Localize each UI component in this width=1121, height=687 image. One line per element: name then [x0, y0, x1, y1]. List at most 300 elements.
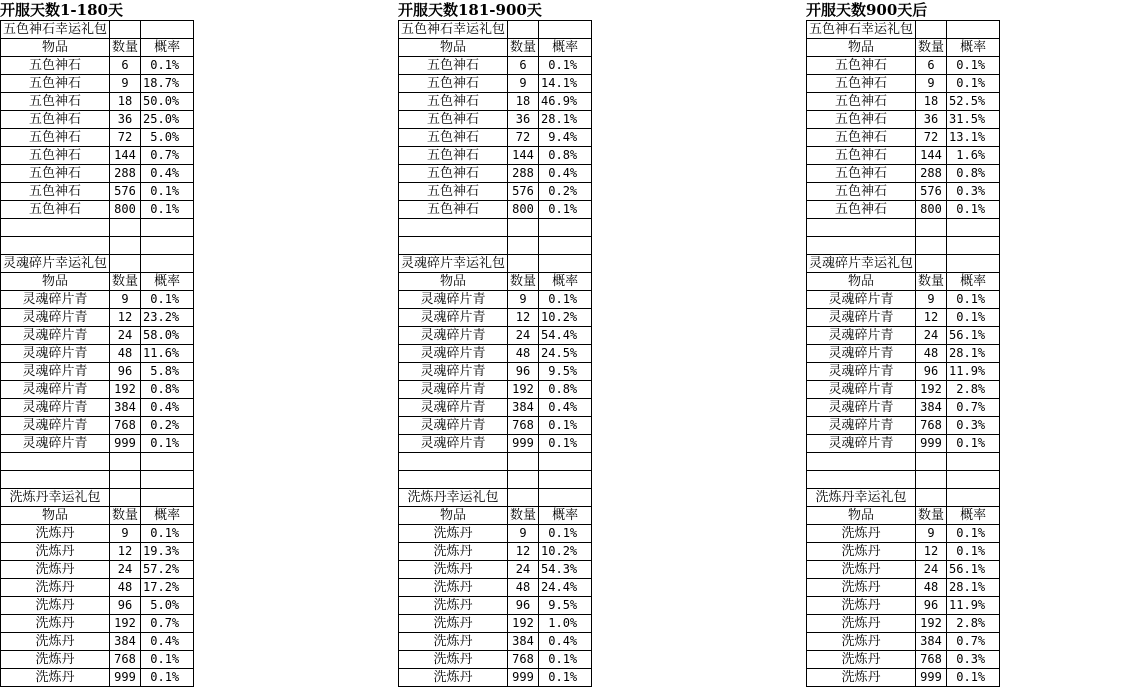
qty-cell[interactable]: 800 [110, 201, 141, 219]
item-cell[interactable]: 五色神石 [399, 183, 508, 201]
qty-cell[interactable]: 288 [916, 165, 947, 183]
prob-cell[interactable]: 0.7% [947, 633, 1000, 651]
item-cell[interactable]: 五色神石 [807, 147, 916, 165]
prob-cell[interactable]: 11.6% [141, 345, 194, 363]
cell[interactable] [1, 237, 110, 255]
gift-pack-name[interactable]: 灵魂碎片幸运礼包 [399, 255, 508, 273]
cell[interactable] [110, 489, 141, 507]
qty-cell[interactable]: 24 [508, 327, 539, 345]
qty-cell[interactable]: 24 [508, 561, 539, 579]
cell[interactable] [916, 237, 947, 255]
cell[interactable] [916, 471, 947, 489]
qty-cell[interactable]: 18 [110, 93, 141, 111]
prob-cell[interactable]: 0.8% [141, 381, 194, 399]
qty-cell[interactable]: 576 [110, 183, 141, 201]
prob-cell[interactable]: 2.8% [947, 615, 1000, 633]
cell[interactable] [141, 471, 194, 489]
qty-cell[interactable]: 9 [110, 525, 141, 543]
prob-cell[interactable]: 0.1% [947, 201, 1000, 219]
item-cell[interactable]: 灵魂碎片青 [1, 309, 110, 327]
qty-cell[interactable]: 144 [508, 147, 539, 165]
qty-cell[interactable]: 24 [110, 561, 141, 579]
prob-cell[interactable]: 0.7% [141, 147, 194, 165]
qty-cell[interactable]: 48 [508, 345, 539, 363]
qty-cell[interactable]: 96 [508, 597, 539, 615]
prob-cell[interactable]: 5.0% [141, 597, 194, 615]
qty-cell[interactable]: 144 [110, 147, 141, 165]
item-cell[interactable]: 五色神石 [1, 147, 110, 165]
item-cell[interactable]: 洗炼丹 [399, 525, 508, 543]
column-header-qty[interactable]: 数量 [508, 273, 539, 291]
cell[interactable] [110, 237, 141, 255]
column-header-item[interactable]: 物品 [1, 273, 110, 291]
item-cell[interactable]: 五色神石 [1, 75, 110, 93]
column-header-prob[interactable]: 概率 [947, 39, 1000, 57]
prob-cell[interactable]: 24.5% [539, 345, 592, 363]
item-cell[interactable]: 灵魂碎片青 [1, 363, 110, 381]
cell[interactable] [916, 219, 947, 237]
prob-cell[interactable]: 50.0% [141, 93, 194, 111]
item-cell[interactable]: 五色神石 [807, 75, 916, 93]
cell[interactable] [947, 453, 1000, 471]
column-header-prob[interactable]: 概率 [141, 273, 194, 291]
item-cell[interactable]: 洗炼丹 [807, 561, 916, 579]
item-cell[interactable]: 洗炼丹 [399, 633, 508, 651]
item-cell[interactable]: 灵魂碎片青 [399, 381, 508, 399]
item-cell[interactable]: 洗炼丹 [399, 597, 508, 615]
gift-pack-name[interactable]: 洗炼丹幸运礼包 [399, 489, 508, 507]
qty-cell[interactable]: 576 [916, 183, 947, 201]
qty-cell[interactable]: 48 [110, 345, 141, 363]
prob-cell[interactable]: 9.4% [539, 129, 592, 147]
cell[interactable] [508, 21, 539, 39]
item-cell[interactable]: 五色神石 [807, 165, 916, 183]
cell[interactable] [508, 219, 539, 237]
qty-cell[interactable]: 36 [110, 111, 141, 129]
item-cell[interactable]: 五色神石 [399, 201, 508, 219]
qty-cell[interactable]: 96 [916, 597, 947, 615]
cell[interactable] [399, 237, 508, 255]
prob-cell[interactable]: 57.2% [141, 561, 194, 579]
qty-cell[interactable]: 192 [508, 381, 539, 399]
item-cell[interactable]: 洗炼丹 [807, 669, 916, 687]
prob-cell[interactable]: 19.3% [141, 543, 194, 561]
prob-cell[interactable]: 0.3% [947, 417, 1000, 435]
item-cell[interactable]: 洗炼丹 [399, 543, 508, 561]
qty-cell[interactable]: 24 [110, 327, 141, 345]
prob-cell[interactable]: 0.1% [539, 201, 592, 219]
qty-cell[interactable]: 800 [508, 201, 539, 219]
qty-cell[interactable]: 6 [110, 57, 141, 75]
prob-cell[interactable]: 1.6% [947, 147, 1000, 165]
qty-cell[interactable]: 768 [508, 651, 539, 669]
prob-cell[interactable]: 0.1% [141, 525, 194, 543]
qty-cell[interactable]: 18 [508, 93, 539, 111]
item-cell[interactable]: 洗炼丹 [399, 651, 508, 669]
qty-cell[interactable]: 48 [916, 579, 947, 597]
prob-cell[interactable]: 0.1% [539, 651, 592, 669]
cell[interactable] [141, 489, 194, 507]
prob-cell[interactable]: 0.1% [141, 57, 194, 75]
prob-cell[interactable]: 0.4% [539, 165, 592, 183]
item-cell[interactable]: 灵魂碎片青 [399, 345, 508, 363]
prob-cell[interactable]: 54.3% [539, 561, 592, 579]
prob-cell[interactable]: 0.1% [141, 669, 194, 687]
qty-cell[interactable]: 576 [508, 183, 539, 201]
item-cell[interactable]: 洗炼丹 [1, 615, 110, 633]
item-cell[interactable]: 五色神石 [1, 111, 110, 129]
qty-cell[interactable]: 999 [916, 669, 947, 687]
cell[interactable] [1, 453, 110, 471]
item-cell[interactable]: 五色神石 [807, 183, 916, 201]
prob-cell[interactable]: 28.1% [539, 111, 592, 129]
column-header-prob[interactable]: 概率 [539, 507, 592, 525]
qty-cell[interactable]: 768 [110, 651, 141, 669]
prob-cell[interactable]: 10.2% [539, 309, 592, 327]
cell[interactable] [141, 21, 194, 39]
prob-cell[interactable]: 31.5% [947, 111, 1000, 129]
qty-cell[interactable]: 999 [508, 669, 539, 687]
qty-cell[interactable]: 48 [916, 345, 947, 363]
item-cell[interactable]: 洗炼丹 [807, 615, 916, 633]
column-header-prob[interactable]: 概率 [539, 39, 592, 57]
qty-cell[interactable]: 384 [508, 399, 539, 417]
item-cell[interactable]: 灵魂碎片青 [807, 309, 916, 327]
qty-cell[interactable]: 144 [916, 147, 947, 165]
prob-cell[interactable]: 28.1% [947, 345, 1000, 363]
column-header-qty[interactable]: 数量 [916, 39, 947, 57]
item-cell[interactable]: 灵魂碎片青 [807, 435, 916, 453]
qty-cell[interactable]: 288 [110, 165, 141, 183]
qty-cell[interactable]: 96 [508, 363, 539, 381]
cell[interactable] [539, 219, 592, 237]
cell[interactable] [539, 255, 592, 273]
prob-cell[interactable]: 0.1% [539, 525, 592, 543]
prob-cell[interactable]: 0.3% [947, 183, 1000, 201]
item-cell[interactable]: 洗炼丹 [1, 651, 110, 669]
gift-pack-name[interactable]: 洗炼丹幸运礼包 [1, 489, 110, 507]
cell[interactable] [916, 21, 947, 39]
qty-cell[interactable]: 192 [508, 615, 539, 633]
item-cell[interactable]: 五色神石 [399, 75, 508, 93]
column-header-item[interactable]: 物品 [399, 39, 508, 57]
prob-cell[interactable]: 0.8% [539, 381, 592, 399]
cell[interactable] [399, 219, 508, 237]
cell[interactable] [399, 453, 508, 471]
cell[interactable] [110, 471, 141, 489]
cell[interactable] [807, 471, 916, 489]
item-cell[interactable]: 灵魂碎片青 [807, 327, 916, 345]
column-header-qty[interactable]: 数量 [508, 507, 539, 525]
qty-cell[interactable]: 768 [508, 417, 539, 435]
prob-cell[interactable]: 56.1% [947, 561, 1000, 579]
item-cell[interactable]: 洗炼丹 [1, 597, 110, 615]
column-header-qty[interactable]: 数量 [110, 273, 141, 291]
item-cell[interactable]: 五色神石 [1, 93, 110, 111]
cell[interactable] [1, 219, 110, 237]
cell[interactable] [916, 255, 947, 273]
item-cell[interactable]: 五色神石 [399, 147, 508, 165]
cell[interactable] [947, 471, 1000, 489]
item-cell[interactable]: 五色神石 [1, 183, 110, 201]
prob-cell[interactable]: 0.1% [141, 291, 194, 309]
item-cell[interactable]: 灵魂碎片青 [807, 345, 916, 363]
item-cell[interactable]: 灵魂碎片青 [399, 363, 508, 381]
item-cell[interactable]: 洗炼丹 [1, 669, 110, 687]
cell[interactable] [399, 471, 508, 489]
prob-cell[interactable]: 23.2% [141, 309, 194, 327]
prob-cell[interactable]: 0.1% [947, 435, 1000, 453]
prob-cell[interactable]: 56.1% [947, 327, 1000, 345]
column-header-qty[interactable]: 数量 [110, 507, 141, 525]
cell[interactable] [947, 255, 1000, 273]
cell[interactable] [141, 219, 194, 237]
item-cell[interactable]: 洗炼丹 [807, 633, 916, 651]
gift-pack-name[interactable]: 灵魂碎片幸运礼包 [807, 255, 916, 273]
qty-cell[interactable]: 768 [916, 417, 947, 435]
prob-cell[interactable]: 17.2% [141, 579, 194, 597]
cell[interactable] [539, 237, 592, 255]
qty-cell[interactable]: 192 [916, 615, 947, 633]
cell[interactable] [947, 237, 1000, 255]
gift-pack-name[interactable]: 五色神石幸运礼包 [1, 21, 110, 39]
cell[interactable] [916, 489, 947, 507]
prob-cell[interactable]: 0.1% [947, 543, 1000, 561]
item-cell[interactable]: 五色神石 [1, 165, 110, 183]
qty-cell[interactable]: 384 [916, 633, 947, 651]
cell[interactable] [947, 489, 1000, 507]
qty-cell[interactable]: 999 [508, 435, 539, 453]
qty-cell[interactable]: 999 [916, 435, 947, 453]
item-cell[interactable]: 五色神石 [1, 201, 110, 219]
item-cell[interactable]: 灵魂碎片青 [399, 417, 508, 435]
column-header-prob[interactable]: 概率 [947, 273, 1000, 291]
prob-cell[interactable]: 0.4% [539, 399, 592, 417]
item-cell[interactable]: 洗炼丹 [1, 579, 110, 597]
cell[interactable] [141, 255, 194, 273]
qty-cell[interactable]: 96 [110, 597, 141, 615]
qty-cell[interactable]: 9 [916, 525, 947, 543]
qty-cell[interactable]: 192 [110, 615, 141, 633]
prob-cell[interactable]: 28.1% [947, 579, 1000, 597]
item-cell[interactable]: 灵魂碎片青 [1, 291, 110, 309]
qty-cell[interactable]: 48 [110, 579, 141, 597]
item-cell[interactable]: 灵魂碎片青 [1, 399, 110, 417]
item-cell[interactable]: 灵魂碎片青 [1, 345, 110, 363]
qty-cell[interactable]: 9 [916, 291, 947, 309]
qty-cell[interactable]: 9 [508, 525, 539, 543]
column-header-item[interactable]: 物品 [807, 273, 916, 291]
cell[interactable] [508, 489, 539, 507]
qty-cell[interactable]: 24 [916, 561, 947, 579]
cell[interactable] [807, 219, 916, 237]
item-cell[interactable]: 洗炼丹 [1, 561, 110, 579]
item-cell[interactable]: 洗炼丹 [1, 525, 110, 543]
item-cell[interactable]: 灵魂碎片青 [399, 399, 508, 417]
item-cell[interactable]: 灵魂碎片青 [1, 381, 110, 399]
qty-cell[interactable]: 384 [916, 399, 947, 417]
cell[interactable] [947, 219, 1000, 237]
item-cell[interactable]: 五色神石 [807, 111, 916, 129]
item-cell[interactable]: 灵魂碎片青 [399, 435, 508, 453]
prob-cell[interactable]: 46.9% [539, 93, 592, 111]
cell[interactable] [110, 453, 141, 471]
gift-pack-name[interactable]: 五色神石幸运礼包 [399, 21, 508, 39]
qty-cell[interactable]: 96 [916, 363, 947, 381]
qty-cell[interactable]: 192 [916, 381, 947, 399]
item-cell[interactable]: 洗炼丹 [399, 561, 508, 579]
cell[interactable] [508, 255, 539, 273]
qty-cell[interactable]: 6 [916, 57, 947, 75]
qty-cell[interactable]: 9 [508, 75, 539, 93]
prob-cell[interactable]: 0.1% [141, 201, 194, 219]
column-header-prob[interactable]: 概率 [947, 507, 1000, 525]
gift-pack-name[interactable]: 洗炼丹幸运礼包 [807, 489, 916, 507]
qty-cell[interactable]: 384 [110, 633, 141, 651]
prob-cell[interactable]: 0.4% [141, 399, 194, 417]
prob-cell[interactable]: 11.9% [947, 363, 1000, 381]
item-cell[interactable]: 灵魂碎片青 [1, 327, 110, 345]
qty-cell[interactable]: 999 [110, 435, 141, 453]
qty-cell[interactable]: 384 [508, 633, 539, 651]
column-header-item[interactable]: 物品 [807, 507, 916, 525]
prob-cell[interactable]: 0.1% [947, 309, 1000, 327]
cell[interactable] [947, 21, 1000, 39]
prob-cell[interactable]: 0.1% [947, 525, 1000, 543]
column-header-qty[interactable]: 数量 [916, 273, 947, 291]
item-cell[interactable]: 五色神石 [807, 129, 916, 147]
prob-cell[interactable]: 0.1% [947, 57, 1000, 75]
item-cell[interactable]: 五色神石 [399, 57, 508, 75]
item-cell[interactable]: 洗炼丹 [807, 651, 916, 669]
prob-cell[interactable]: 13.1% [947, 129, 1000, 147]
prob-cell[interactable]: 58.0% [141, 327, 194, 345]
qty-cell[interactable]: 384 [110, 399, 141, 417]
item-cell[interactable]: 灵魂碎片青 [807, 399, 916, 417]
cell[interactable] [916, 453, 947, 471]
qty-cell[interactable]: 72 [110, 129, 141, 147]
cell[interactable] [141, 237, 194, 255]
item-cell[interactable]: 灵魂碎片青 [1, 417, 110, 435]
gift-pack-name[interactable]: 五色神石幸运礼包 [807, 21, 916, 39]
qty-cell[interactable]: 6 [508, 57, 539, 75]
cell[interactable] [110, 219, 141, 237]
cell[interactable] [508, 453, 539, 471]
prob-cell[interactable]: 5.0% [141, 129, 194, 147]
item-cell[interactable]: 五色神石 [807, 57, 916, 75]
item-cell[interactable]: 五色神石 [399, 93, 508, 111]
cell[interactable] [1, 471, 110, 489]
column-header-item[interactable]: 物品 [1, 507, 110, 525]
qty-cell[interactable]: 12 [110, 543, 141, 561]
qty-cell[interactable]: 12 [110, 309, 141, 327]
item-cell[interactable]: 洗炼丹 [807, 597, 916, 615]
prob-cell[interactable]: 0.1% [947, 291, 1000, 309]
prob-cell[interactable]: 2.8% [947, 381, 1000, 399]
prob-cell[interactable]: 0.2% [539, 183, 592, 201]
item-cell[interactable]: 灵魂碎片青 [1, 435, 110, 453]
prob-cell[interactable]: 0.8% [539, 147, 592, 165]
qty-cell[interactable]: 12 [916, 543, 947, 561]
column-header-qty[interactable]: 数量 [110, 39, 141, 57]
item-cell[interactable]: 洗炼丹 [807, 579, 916, 597]
prob-cell[interactable]: 0.8% [947, 165, 1000, 183]
item-cell[interactable]: 洗炼丹 [1, 543, 110, 561]
qty-cell[interactable]: 9 [110, 75, 141, 93]
item-cell[interactable]: 五色神石 [399, 129, 508, 147]
prob-cell[interactable]: 0.4% [141, 633, 194, 651]
item-cell[interactable]: 洗炼丹 [807, 543, 916, 561]
cell[interactable] [110, 21, 141, 39]
prob-cell[interactable]: 9.5% [539, 597, 592, 615]
item-cell[interactable]: 五色神石 [399, 111, 508, 129]
qty-cell[interactable]: 192 [110, 381, 141, 399]
prob-cell[interactable]: 0.4% [141, 165, 194, 183]
column-header-item[interactable]: 物品 [1, 39, 110, 57]
prob-cell[interactable]: 0.1% [947, 75, 1000, 93]
item-cell[interactable]: 五色神石 [399, 165, 508, 183]
qty-cell[interactable]: 48 [508, 579, 539, 597]
column-header-qty[interactable]: 数量 [508, 39, 539, 57]
prob-cell[interactable]: 10.2% [539, 543, 592, 561]
column-header-qty[interactable]: 数量 [916, 507, 947, 525]
gift-pack-name[interactable]: 灵魂碎片幸运礼包 [1, 255, 110, 273]
column-header-prob[interactable]: 概率 [141, 39, 194, 57]
item-cell[interactable]: 灵魂碎片青 [807, 363, 916, 381]
item-cell[interactable]: 灵魂碎片青 [807, 417, 916, 435]
prob-cell[interactable]: 0.7% [947, 399, 1000, 417]
qty-cell[interactable]: 12 [508, 309, 539, 327]
item-cell[interactable]: 灵魂碎片青 [399, 291, 508, 309]
column-header-prob[interactable]: 概率 [141, 507, 194, 525]
qty-cell[interactable]: 12 [916, 309, 947, 327]
cell[interactable] [539, 489, 592, 507]
cell[interactable] [508, 471, 539, 489]
prob-cell[interactable]: 11.9% [947, 597, 1000, 615]
cell[interactable] [141, 453, 194, 471]
prob-cell[interactable]: 0.2% [141, 417, 194, 435]
qty-cell[interactable]: 9 [508, 291, 539, 309]
item-cell[interactable]: 五色神石 [807, 201, 916, 219]
item-cell[interactable]: 五色神石 [1, 129, 110, 147]
prob-cell[interactable]: 5.8% [141, 363, 194, 381]
prob-cell[interactable]: 0.1% [539, 669, 592, 687]
prob-cell[interactable]: 0.3% [947, 651, 1000, 669]
cell[interactable] [539, 21, 592, 39]
qty-cell[interactable]: 96 [110, 363, 141, 381]
qty-cell[interactable]: 12 [508, 543, 539, 561]
qty-cell[interactable]: 768 [110, 417, 141, 435]
prob-cell[interactable]: 9.5% [539, 363, 592, 381]
item-cell[interactable]: 洗炼丹 [399, 669, 508, 687]
qty-cell[interactable]: 36 [916, 111, 947, 129]
item-cell[interactable]: 灵魂碎片青 [399, 309, 508, 327]
prob-cell[interactable]: 25.0% [141, 111, 194, 129]
prob-cell[interactable]: 14.1% [539, 75, 592, 93]
column-header-prob[interactable]: 概率 [539, 273, 592, 291]
qty-cell[interactable]: 72 [508, 129, 539, 147]
prob-cell[interactable]: 0.1% [539, 57, 592, 75]
prob-cell[interactable]: 18.7% [141, 75, 194, 93]
column-header-item[interactable]: 物品 [399, 507, 508, 525]
prob-cell[interactable]: 0.1% [141, 435, 194, 453]
cell[interactable] [539, 471, 592, 489]
prob-cell[interactable]: 0.1% [141, 183, 194, 201]
qty-cell[interactable]: 800 [916, 201, 947, 219]
cell[interactable] [807, 453, 916, 471]
prob-cell[interactable]: 54.4% [539, 327, 592, 345]
prob-cell[interactable]: 0.1% [947, 669, 1000, 687]
